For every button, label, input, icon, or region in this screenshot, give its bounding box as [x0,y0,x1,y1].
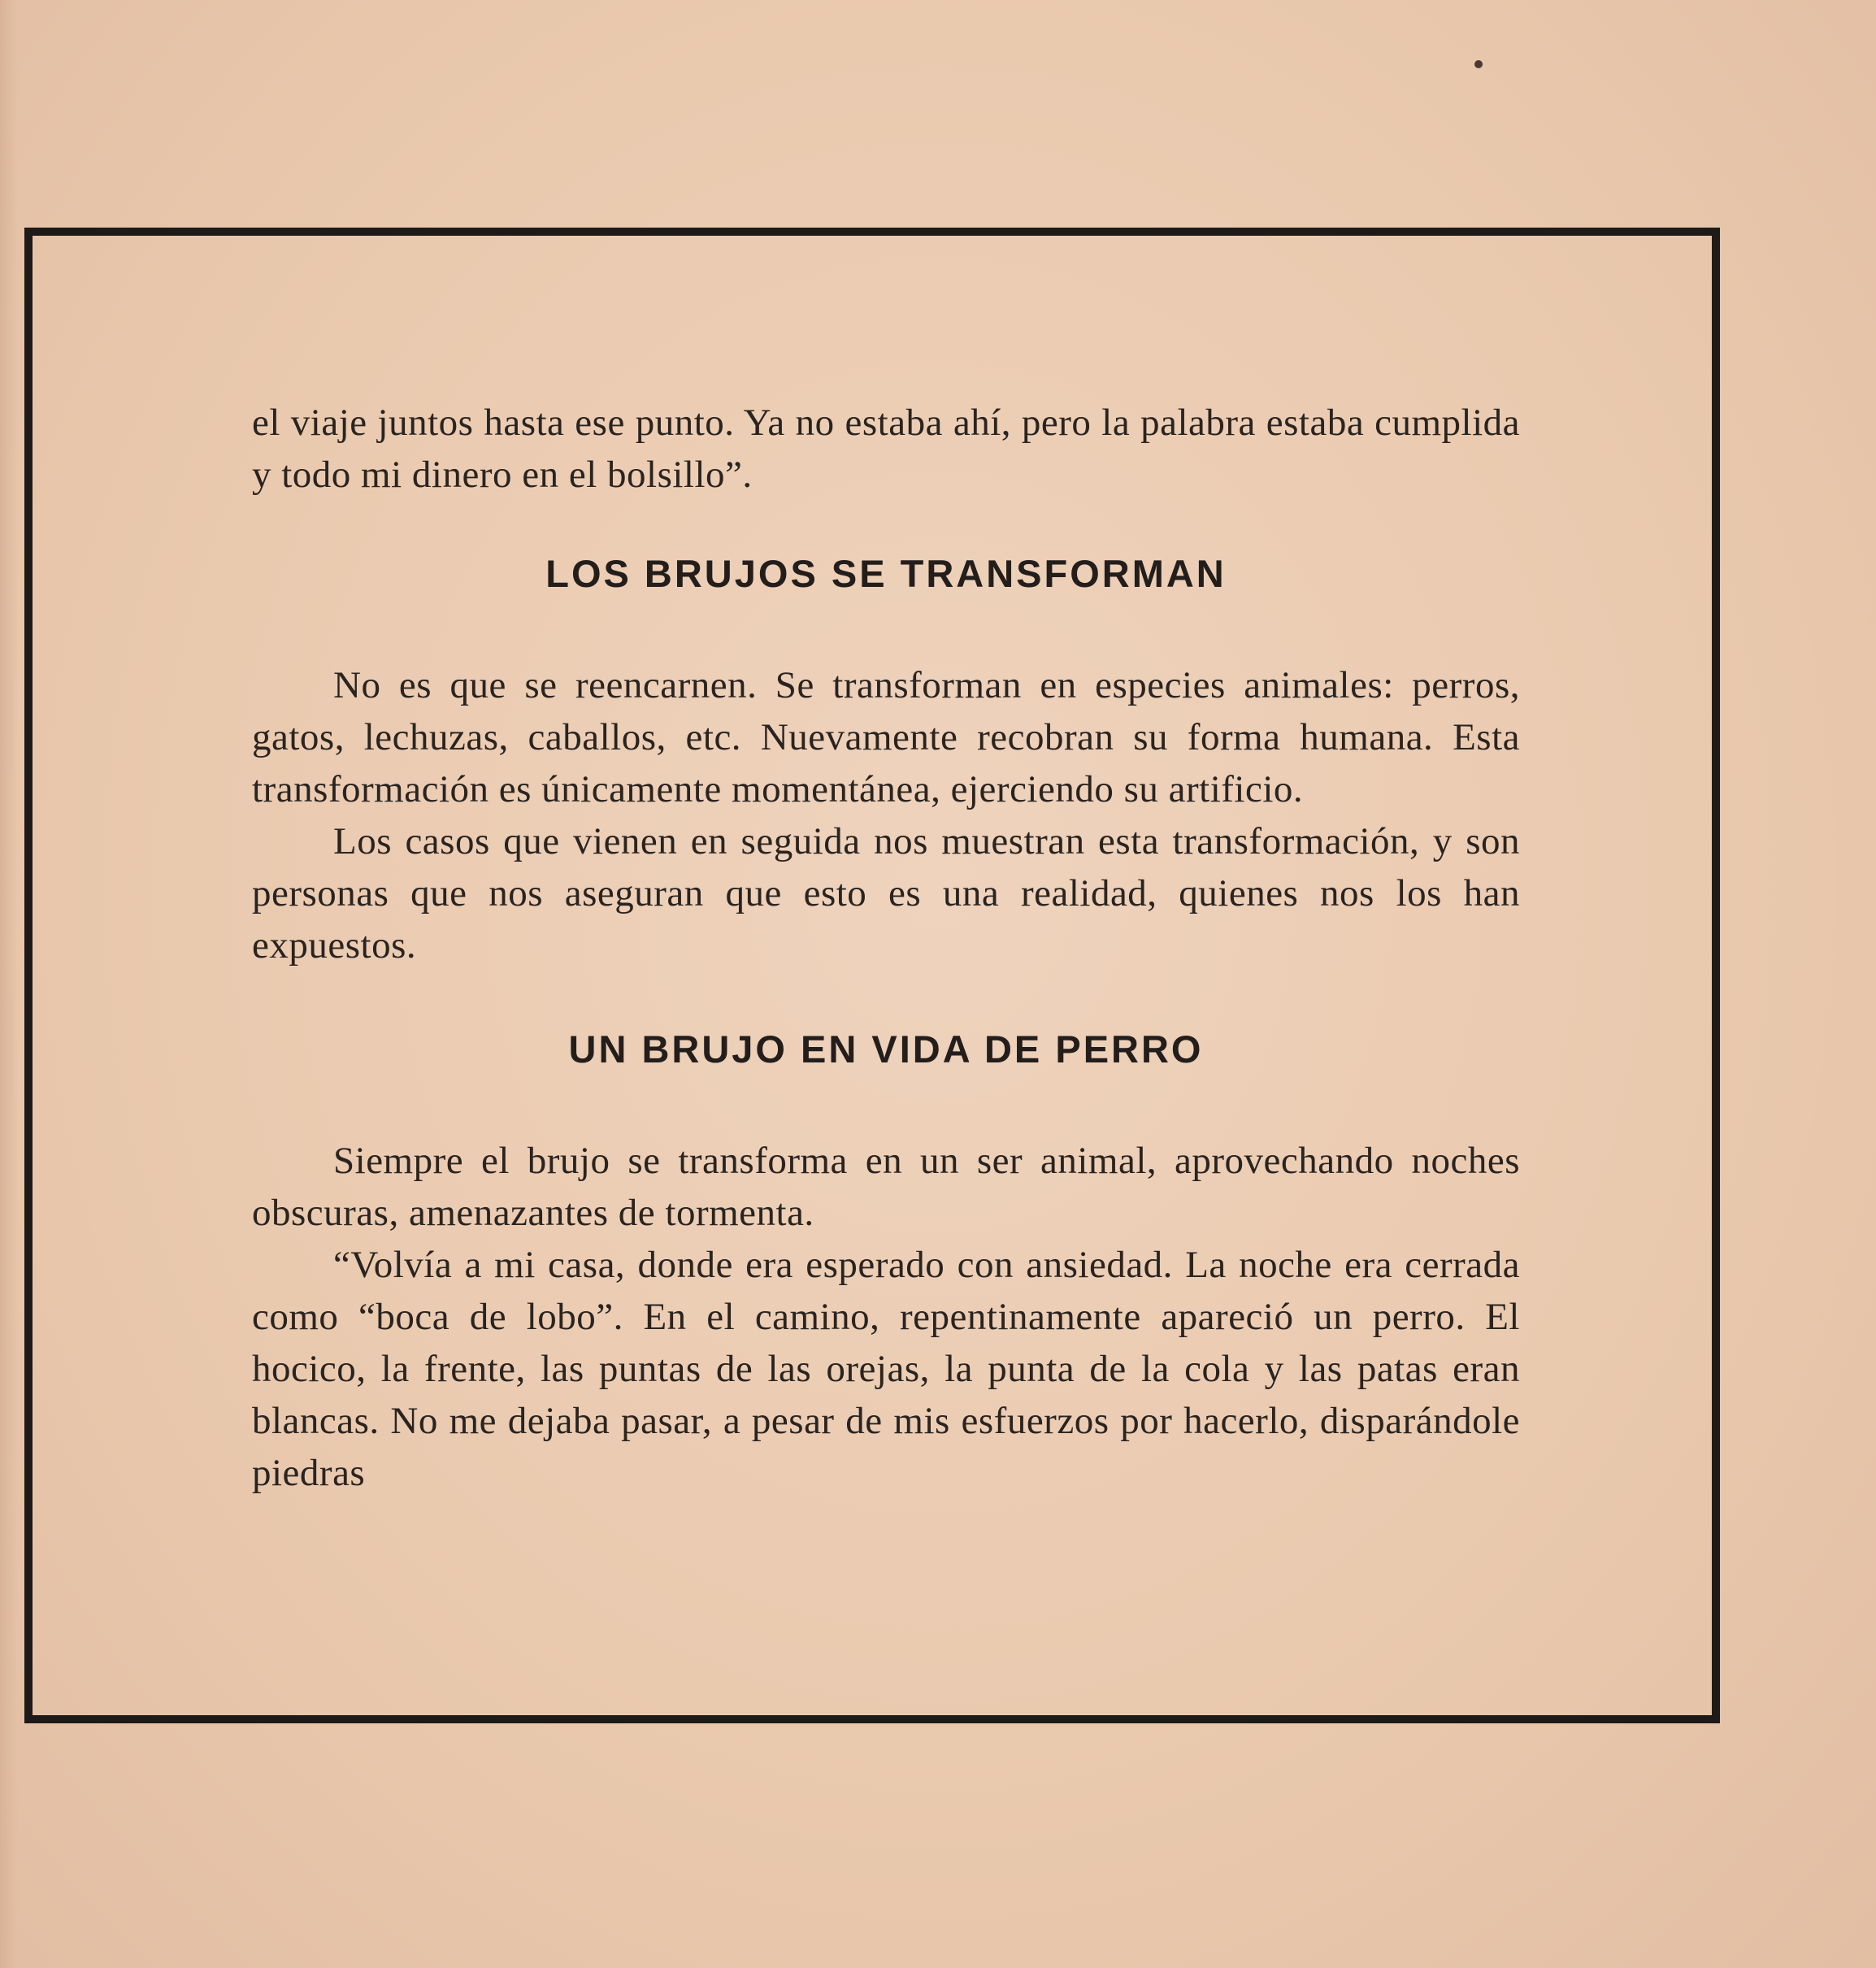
section-1-paragraph-2: Los casos que vienen en seguida nos muestran esta transformación, y son personas que nos aseguran que esto es una realidad, quienes nos los han expuestos. [252,820,1520,967]
section-heading-brujo-en-vida-de-perro: UN BRUJO EN VIDA DE PERRO [568,1027,1204,1071]
section-heading-brujos-se-transforman: LOS BRUJOS SE TRANSFORMAN [545,552,1227,595]
section-2-paragraph-1: Siempre el brujo se transforma en un ser animal, aprovechando noches obscuras, amenazantes de tormenta. [252,1140,1520,1234]
paper-speck [1474,60,1483,68]
section-2-paragraph-2: “Volvía a mi casa, donde era esperado con ansiedad. La noche era cerrada como “boca de lobo”. En el camino, repentinamente apareció un perro. El hocico, la frente, las puntas de las orejas, la punta de la cola y las patas eran blancas. No me dejaba pasar, a pesar de mis esfuerzos por hacerlo, disparándole piedras [252,1244,1520,1494]
text-block [252,397,1520,1499]
opening-paragraph: el viaje juntos hasta ese punto. Ya no estaba ahí, pero la palabra estaba cumplida y todo mi dinero en el bolsillo”. [252,402,1520,496]
section-1-paragraph-1: No es que se reencarnen. Se transforman en especies animales: perros, gatos, lechuzas, caballos, etc. Nuevamente recobran su forma humana. Esta transformación es únicamente momentánea, ejerciendo su artificio. [252,664,1520,810]
page-gutter-shadow [0,0,18,1968]
